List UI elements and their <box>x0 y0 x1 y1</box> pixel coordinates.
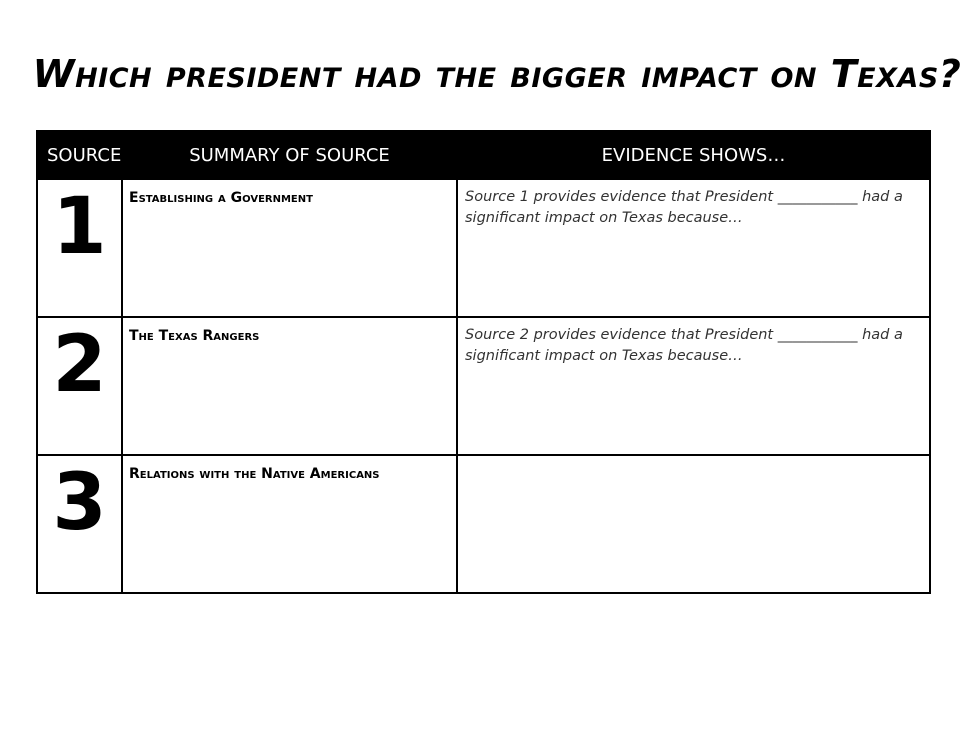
summary-cell[interactable] <box>122 179 457 317</box>
source-number: 2 <box>52 320 107 410</box>
header-evidence: EVIDENCE SHOWS… <box>457 131 930 179</box>
summary-title: Relations with the Native Americans <box>129 466 380 482</box>
header-source: SOURCE <box>37 131 122 179</box>
summary-cell[interactable] <box>122 455 457 593</box>
source-number-cell <box>37 317 122 455</box>
evidence-cell[interactable] <box>457 455 930 593</box>
source-number-cell <box>37 179 122 317</box>
evidence-cell[interactable] <box>457 317 930 455</box>
header-summary: SUMMARY OF SOURCE <box>122 131 457 179</box>
source-number: 3 <box>52 458 107 548</box>
table-row <box>37 455 930 593</box>
evidence-prompt <box>458 456 929 463</box>
source-evidence-table <box>36 130 931 594</box>
table-row <box>37 317 930 455</box>
source-number: 1 <box>52 182 107 272</box>
source-number-cell <box>37 455 122 593</box>
page-title: Which president had the bigger impact on Texas? <box>32 52 962 96</box>
evidence-prompt: Source 1 provides evidence that President ___________ had a significant impact on Texas because… <box>465 189 903 226</box>
evidence-prompt: Source 2 provides evidence that President ___________ had a significant impact on Texas because… <box>465 327 903 364</box>
table-row <box>37 179 930 317</box>
evidence-cell[interactable] <box>457 179 930 317</box>
table-header-row <box>37 131 930 179</box>
summary-cell[interactable] <box>122 317 457 455</box>
summary-title: The Texas Rangers <box>129 328 260 344</box>
summary-title: Establishing a Government <box>129 190 313 206</box>
